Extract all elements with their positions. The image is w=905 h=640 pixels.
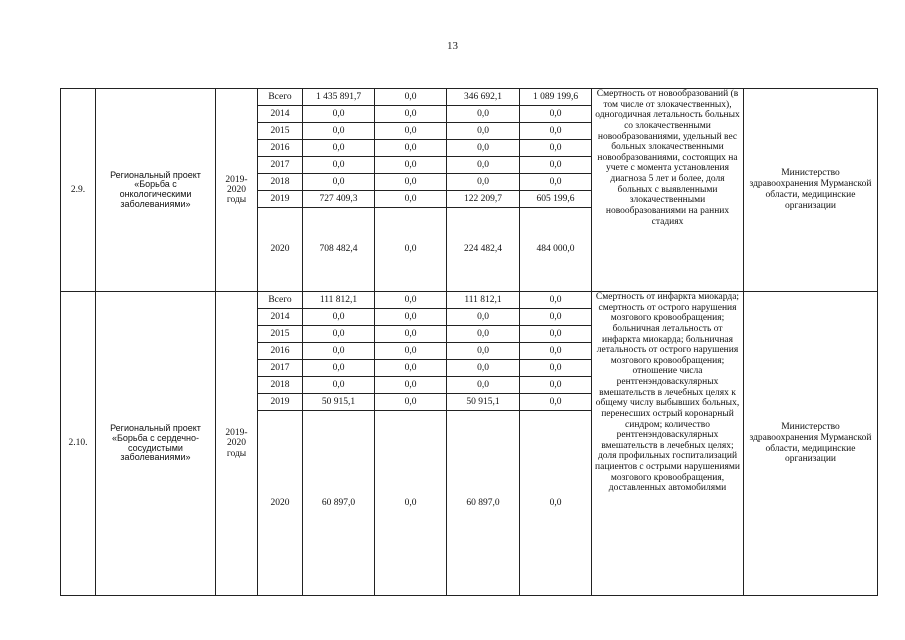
amount-col4: 0,0 [520, 106, 592, 123]
year-cell: 2018 [258, 377, 303, 394]
amount-total: 60 897,0 [303, 411, 375, 596]
project-section [61, 89, 878, 292]
executor-text: Министерство здравоохранения Мурманской области, медицинские организации [744, 89, 878, 292]
year-cell: 2018 [258, 174, 303, 191]
project-period: 2019-2020 годы [216, 292, 258, 596]
amount-col2: 0,0 [375, 140, 447, 157]
year-cell: 2020 [258, 411, 303, 596]
amount-col4: 0,0 [520, 411, 592, 596]
amount-col3: 60 897,0 [447, 411, 520, 596]
amount-col2: 0,0 [375, 394, 447, 411]
year-cell: 2019 [258, 191, 303, 208]
year-cell: 2020 [258, 208, 303, 292]
amount-col3: 0,0 [447, 377, 520, 394]
amount-col3: 0,0 [447, 106, 520, 123]
year-cell: 2016 [258, 140, 303, 157]
table-row [61, 292, 878, 309]
amount-col2: 0,0 [375, 309, 447, 326]
amount-col3: 0,0 [447, 343, 520, 360]
indicators-text: Смертность от новообразований (в том числе от злокачественных), одногодичная летальность больных со злокачественными новообразованиями, удельный вес больных злокачественными новообразованиями, состоящих на учете с момента установления диагноза 5 лет и более, доля больных с выявленными злокачественными новообразованиями на ранних стадиях [592, 89, 744, 292]
amount-col3: 0,0 [447, 360, 520, 377]
amount-col3: 0,0 [447, 309, 520, 326]
indicators-text: Смертность от инфаркта миокарда; смертность от острого нарушения мозгового кровообращения; больничная летальность от инфаркта миокарда; больничная летальность от острого нарушения мозгового кровообращения; отношение числа рентгенэндоваскулярных вмешательств в лечебных целях к общему числу выбывших больных, перенесших острый коронарный синдром; количество рентгенэндоваскулярных вмешательств в лечебных целях; доля профильных госпитализаций пациентов с острыми нарушениями мозгового кровообращения, доставленных автомобилями [592, 292, 744, 596]
amount-total: 111 812,1 [303, 292, 375, 309]
amount-col2: 0,0 [375, 89, 447, 106]
amount-total: 727 409,3 [303, 191, 375, 208]
year-cell: 2017 [258, 157, 303, 174]
project-name: Региональный проект «Борьба с онкологическими заболеваниями» [96, 89, 216, 292]
year-cell: 2017 [258, 360, 303, 377]
amount-col3: 0,0 [447, 157, 520, 174]
amount-col4: 0,0 [520, 309, 592, 326]
amount-total: 0,0 [303, 326, 375, 343]
amount-total: 0,0 [303, 123, 375, 140]
amount-total: 0,0 [303, 309, 375, 326]
amount-col4: 0,0 [520, 157, 592, 174]
amount-col2: 0,0 [375, 326, 447, 343]
project-period: 2019-2020 годы [216, 89, 258, 292]
amount-col4: 0,0 [520, 140, 592, 157]
amount-total: 0,0 [303, 140, 375, 157]
amount-col2: 0,0 [375, 377, 447, 394]
budget-table [60, 88, 878, 596]
year-cell: 2015 [258, 326, 303, 343]
amount-col4: 0,0 [520, 292, 592, 309]
amount-col3: 0,0 [447, 140, 520, 157]
executor-text: Министерство здравоохранения Мурманской области, медицинские организации [744, 292, 878, 596]
year-cell: 2016 [258, 343, 303, 360]
amount-total: 1 435 891,7 [303, 89, 375, 106]
amount-col4: 0,0 [520, 360, 592, 377]
amount-col3: 0,0 [447, 123, 520, 140]
page-number: 13 [447, 40, 458, 52]
amount-total: 708 482,4 [303, 208, 375, 292]
amount-total: 0,0 [303, 343, 375, 360]
year-cell: 2019 [258, 394, 303, 411]
amount-col4: 1 089 199,6 [520, 89, 592, 106]
amount-total: 0,0 [303, 106, 375, 123]
amount-col3: 50 915,1 [447, 394, 520, 411]
year-cell: 2014 [258, 106, 303, 123]
amount-col2: 0,0 [375, 174, 447, 191]
amount-total: 0,0 [303, 174, 375, 191]
amount-total: 50 915,1 [303, 394, 375, 411]
amount-col2: 0,0 [375, 292, 447, 309]
amount-col4: 0,0 [520, 343, 592, 360]
amount-col4: 0,0 [520, 123, 592, 140]
amount-col3: 111 812,1 [447, 292, 520, 309]
amount-col2: 0,0 [375, 208, 447, 292]
year-cell: Всего [258, 292, 303, 309]
year-cell: 2015 [258, 123, 303, 140]
amount-col2: 0,0 [375, 411, 447, 596]
amount-total: 0,0 [303, 157, 375, 174]
amount-col4: 0,0 [520, 377, 592, 394]
amount-col4: 484 000,0 [520, 208, 592, 292]
amount-col2: 0,0 [375, 360, 447, 377]
amount-col3: 0,0 [447, 174, 520, 191]
amount-col4: 0,0 [520, 394, 592, 411]
amount-col2: 0,0 [375, 123, 447, 140]
amount-col2: 0,0 [375, 343, 447, 360]
amount-col4: 0,0 [520, 326, 592, 343]
item-number: 2.10. [61, 292, 96, 596]
year-cell: Всего [258, 89, 303, 106]
amount-col4: 605 199,6 [520, 191, 592, 208]
project-name: Региональный проект «Борьба с сердечно-сосудистыми заболеваниями» [96, 292, 216, 596]
year-cell: 2014 [258, 309, 303, 326]
project-section [61, 292, 878, 596]
amount-col3: 0,0 [447, 326, 520, 343]
amount-col3: 346 692,1 [447, 89, 520, 106]
table-row [61, 89, 878, 106]
amount-col3: 224 482,4 [447, 208, 520, 292]
amount-col3: 122 209,7 [447, 191, 520, 208]
amount-col2: 0,0 [375, 106, 447, 123]
amount-col4: 0,0 [520, 174, 592, 191]
amount-total: 0,0 [303, 377, 375, 394]
amount-col2: 0,0 [375, 191, 447, 208]
amount-col2: 0,0 [375, 157, 447, 174]
item-number: 2.9. [61, 89, 96, 292]
amount-total: 0,0 [303, 360, 375, 377]
